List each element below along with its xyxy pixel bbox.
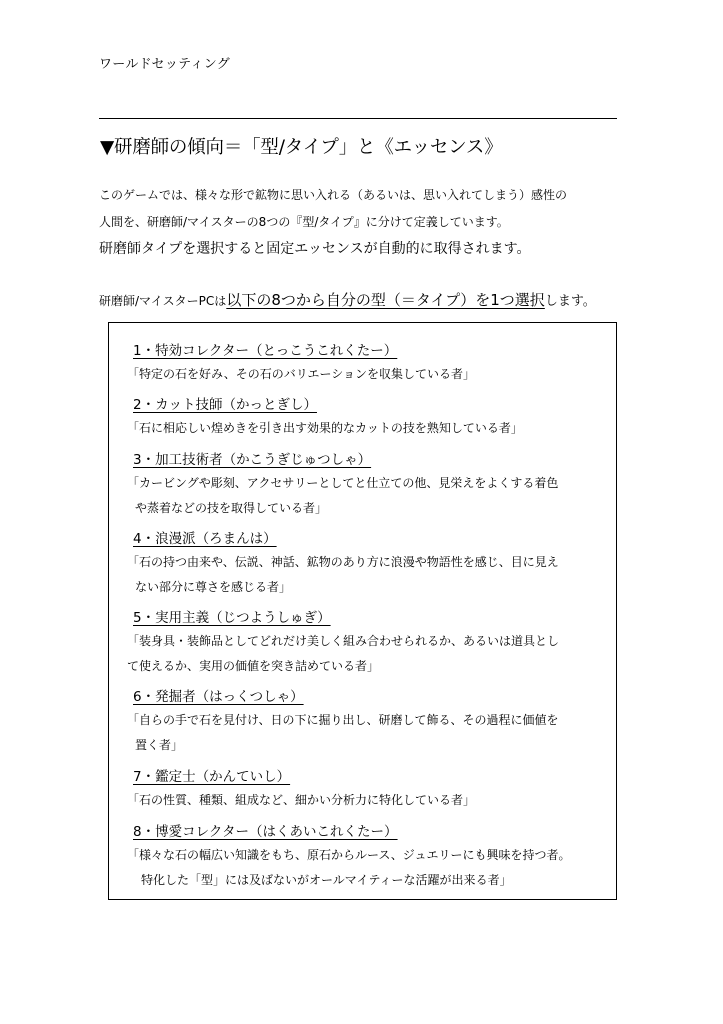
type-6-title: 6・発掘者（はっくつしゃ） [133, 689, 304, 705]
type-3-title: 3・加工技術者（かこうぎじゅつしゃ） [133, 452, 372, 468]
intro-paragraph-line-1: このゲームでは、様々な形で鉱物に思い入れる（あるいは、思い入れてしまう）感性の [99, 188, 568, 202]
type-3-description-line-2: や蒸着などの技を取得している者」 [135, 501, 328, 515]
type-8-title: 8・博愛コレクター（はくあいこれくたー） [133, 824, 398, 840]
type-4-description-line-1: 「石の持つ由来や、伝説、神話、鉱物のあり方に浪漫や物語性を感じ、目に見え [127, 555, 559, 569]
header-label: ワールドセッティング [99, 57, 231, 72]
type-7-description: 「石の性質、種類、組成など、細かい分析力に特化している者」 [127, 793, 476, 807]
selection-instruction [99, 289, 596, 310]
intro-paragraph-line-3: 研磨師タイプを選択すると固定エッセンスが自動的に取得されます。 [99, 241, 531, 257]
header-divider [99, 118, 617, 119]
type-5-description-line-2: て使えるか、実用の価値を突き詰めている者」 [127, 659, 380, 673]
type-4-title: 4・浪漫派（ろまんは） [133, 531, 277, 547]
selection-instruction-suffix: します。 [544, 294, 596, 309]
selection-instruction-emphasis: 以下の8つから自分の型（＝タイプ）を1つ選択 [226, 291, 545, 309]
type-2-title: 2・カット技師（かっとぎし） [133, 397, 317, 413]
intro-paragraph-line-2: 人間を、研磨師/マイスターの8つの『型/タイプ』に分けて定義しています。 [99, 215, 509, 229]
type-1-description: 「特定の石を好み、その石のバリエーションを収集している者」 [127, 367, 476, 381]
type-7-title: 7・鑑定士（かんていし） [133, 769, 291, 785]
type-4-description-line-2: ない部分に尊さを感じる者」 [135, 580, 292, 594]
type-8-description-line-2: 特化した「型」には及ばないがオールマイティーな活躍が出来る者」 [141, 873, 512, 887]
type-1-title: 1・特効コレクター（とっこうこれくたー） [133, 343, 398, 359]
section-title: ▼研磨師の傾向＝「型/タイプ」と《エッセンス》 [100, 137, 503, 158]
selection-instruction-prefix: 研磨師/マイスターPCは [99, 294, 227, 308]
type-6-description-line-2: 置く者」 [135, 738, 184, 752]
type-5-description-line-1: 「装身具・装飾品としてどれだけ美しく組み合わせられるか、あるいは道具とし [127, 634, 560, 648]
type-2-description: 「石に相応しい煌めきを引き出す効果的なカットの技を熟知している者」 [127, 421, 523, 435]
type-8-description-line-1: 「様々な石の幅広い知識をもち、原石からルース、ジュエリーにも興味を持つ者。 [127, 848, 571, 862]
type-6-description-line-1: 「自らの手で石を見付け、日の下に掘り出し、研磨して飾る、その過程に価値を [127, 713, 559, 727]
types-list-box [108, 322, 617, 900]
type-5-title: 5・実用主義（じつようしゅぎ） [133, 610, 331, 626]
type-3-description-line-1: 「カービングや彫刻、アクセサリーとしてと仕立ての他、見栄えをよくする着色 [127, 476, 559, 490]
